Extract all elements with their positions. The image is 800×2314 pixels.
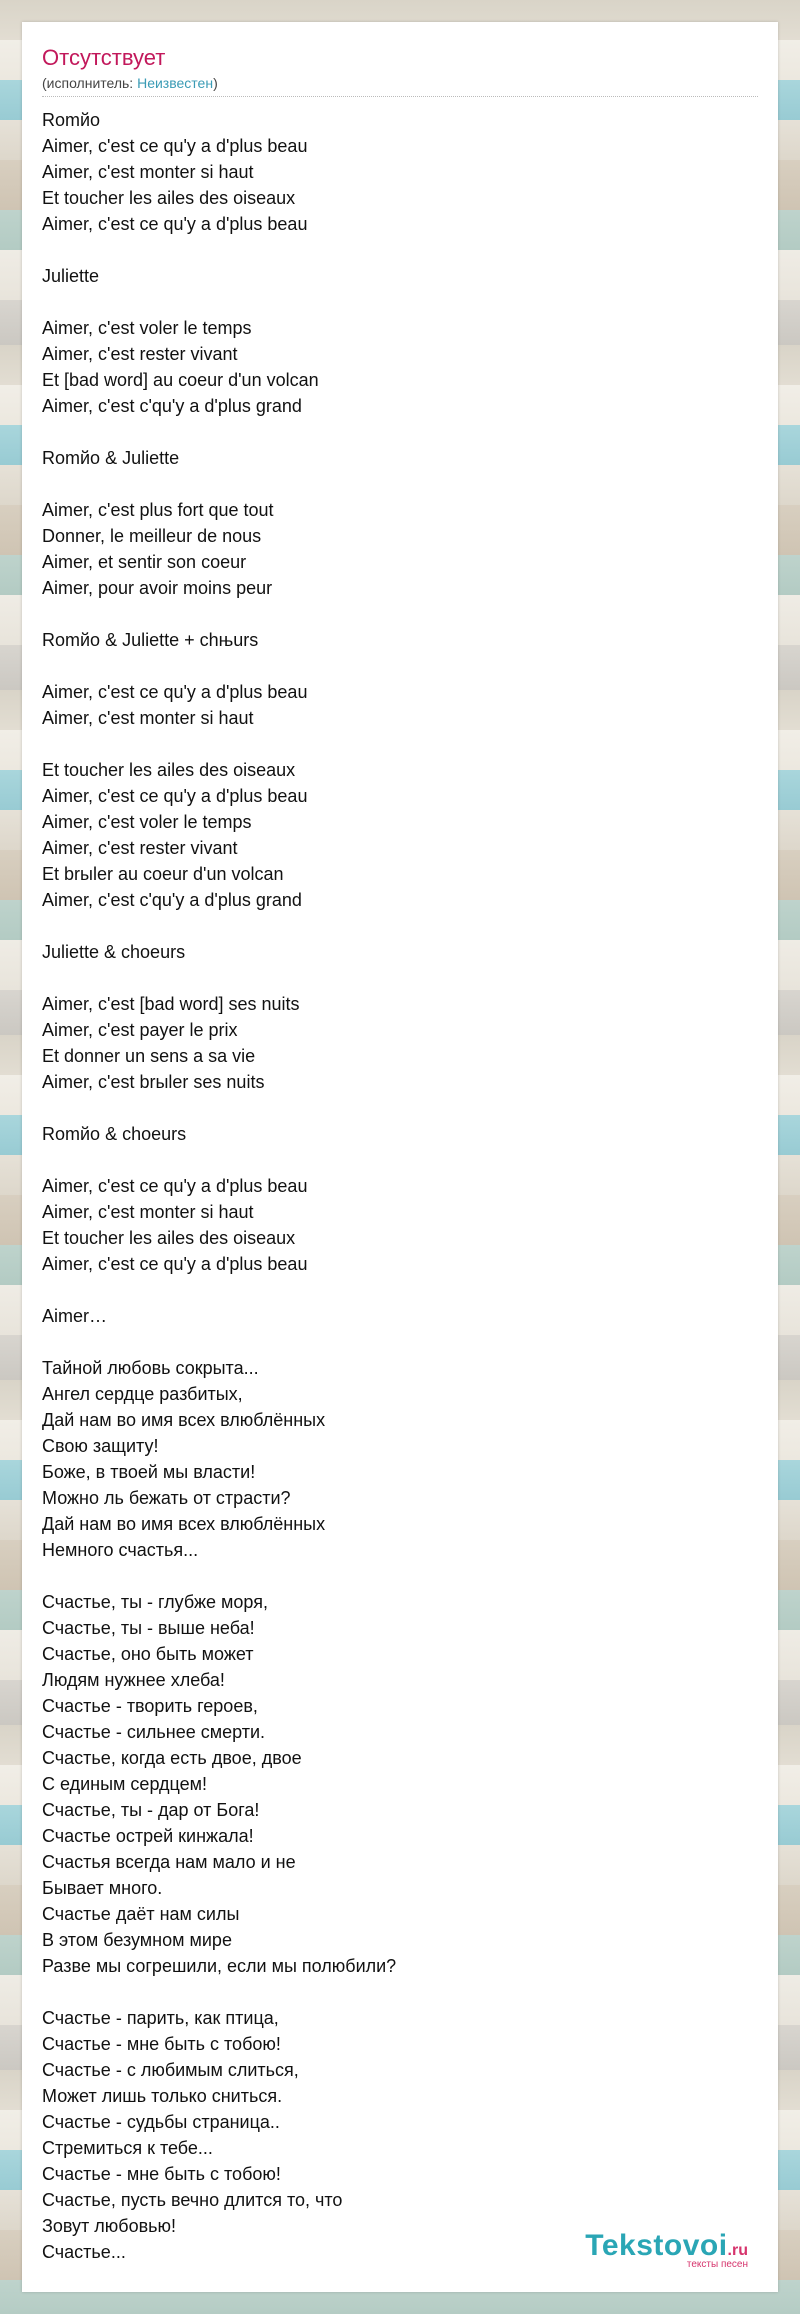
lyrics-line: Juliette (42, 266, 100, 286)
artist-suffix: ) (213, 75, 218, 91)
lyrics-line: Счастье - сильнее смерти. (42, 1722, 266, 1742)
lyrics-line: Немного счастья... (42, 1540, 199, 1560)
lyrics-line: Свою защиту! (42, 1436, 159, 1456)
lyrics-line: Aimer, c'est ce qu'y a d'plus beau (42, 1176, 308, 1196)
lyrics-blank-line (42, 731, 758, 757)
lyrics-line: Aimer, c'est plus fort que tout (42, 500, 274, 520)
lyrics-line: Счастье, оно быть может (42, 1644, 254, 1664)
lyrics-line: Дай нам во имя всех влюблённых (42, 1514, 326, 1534)
lyrics-blank-line (42, 237, 758, 263)
lyrics-line: Aimer, c'est voler le temps (42, 318, 252, 338)
lyrics-line: Et toucher les ailes des oiseaux (42, 760, 296, 780)
lyrics-line: Aimer, c'est ce qu'y a d'plus beau (42, 1254, 308, 1274)
lyrics-line: Aimer, c'est [bad word] ses nuits (42, 994, 300, 1014)
lyrics-line: Счастье, ты - глубже моря, (42, 1592, 268, 1612)
lyrics-line: Romйo & choeurs (42, 1124, 187, 1144)
site-logo[interactable] (585, 2229, 748, 2270)
lyrics-line: Счастье - с любимым слиться, (42, 2060, 299, 2080)
lyrics-blank-line (42, 289, 758, 315)
lyrics-line: Aimer, c'est ce qu'y a d'plus beau (42, 136, 308, 156)
lyrics-line: Счастье, когда есть двое, двое (42, 1748, 302, 1768)
lyrics-line: Ангел сердце разбитых, (42, 1384, 243, 1404)
lyrics-line: Счастье - судьбы страница.. (42, 2112, 280, 2132)
lyrics-line: Aimer… (42, 1306, 108, 1326)
lyrics-line: Aimer, c'est brыler ses nuits (42, 1072, 265, 1092)
logo-tagline: тексты песен (686, 2259, 748, 2270)
lyrics-blank-line (42, 601, 758, 627)
lyrics-line: Дай нам во имя всех влюблённых (42, 1410, 326, 1430)
lyrics-line: Счастье - парить, как птица, (42, 2008, 279, 2028)
lyrics-line: Aimer, pour avoir moins peur (42, 578, 273, 598)
lyrics-line: Aimer, c'est monter si haut (42, 1202, 254, 1222)
lyrics-line: Et [bad word] au coeur d'un volcan (42, 370, 319, 390)
lyrics-line: Можно ль бежать от страсти? (42, 1488, 291, 1508)
lyrics-blank-line (42, 965, 758, 991)
lyrics-line: Aimer, c'est rester vivant (42, 838, 238, 858)
lyrics-line: Aimer, c'est ce qu'y a d'plus beau (42, 682, 308, 702)
song-title: Отсутствует (42, 45, 166, 70)
lyrics-line: Aimer, c'est ce qu'y a d'plus beau (42, 214, 308, 234)
artist-line (42, 74, 758, 97)
lyrics-line: С единым сердцем! (42, 1774, 208, 1794)
lyrics-blank-line (42, 1277, 758, 1303)
lyrics-line: Счастье, пусть вечно длится то, что (42, 2190, 343, 2210)
lyrics-line: Aimer, c'est c'qu'y a d'plus grand (42, 890, 302, 910)
lyrics-blank-line (42, 471, 758, 497)
lyrics-blank-line (42, 653, 758, 679)
lyrics-line: Et brыler au coeur d'un volcan (42, 864, 284, 884)
lyrics-card (22, 22, 778, 2292)
lyrics-blank-line (42, 1563, 758, 1589)
lyrics-body (42, 107, 758, 2265)
lyrics-line: Может лишь только сниться. (42, 2086, 283, 2106)
lyrics-blank-line (42, 913, 758, 939)
lyrics-line: Aimer, et sentir son coeur (42, 552, 247, 572)
lyrics-line: Счастье острей кинжала! (42, 1826, 254, 1846)
lyrics-line: Стремиться к тебе... (42, 2138, 213, 2158)
lyrics-line: Счастье, ты - дар от Бога! (42, 1800, 260, 1820)
lyrics-line: Боже, в твоей мы власти! (42, 1462, 256, 1482)
lyrics-line: Счастье... (42, 2242, 126, 2262)
lyrics-line: Счастье - мне быть с тобою! (42, 2034, 281, 2054)
lyrics-line: Счастье, ты - выше неба! (42, 1618, 255, 1638)
lyrics-line: Счастье - творить героев, (42, 1696, 258, 1716)
lyrics-line: Aimer, c'est monter si haut (42, 162, 254, 182)
lyrics-line: Aimer, c'est payer le prix (42, 1020, 238, 1040)
artist-prefix: (исполнитель: (42, 75, 138, 91)
lyrics-line: Счастья всегда нам мало и не (42, 1852, 296, 1872)
lyrics-line: Зовут любовью! (42, 2216, 177, 2236)
lyrics-blank-line (42, 1095, 758, 1121)
lyrics-line: В этом безумном мире (42, 1930, 232, 1950)
logo-word: Tekstovoi (585, 2229, 728, 2262)
lyrics-blank-line (42, 1979, 758, 2005)
lyrics-line: Aimer, c'est voler le temps (42, 812, 252, 832)
lyrics-line: Et donner un sens a sa vie (42, 1046, 256, 1066)
artist-link[interactable]: Неизвестен (137, 75, 214, 91)
lyrics-line: Romйo (42, 110, 101, 130)
lyrics-line: Счастье даёт нам силы (42, 1904, 240, 1924)
lyrics-blank-line (42, 1329, 758, 1355)
lyrics-blank-line (42, 419, 758, 445)
lyrics-line: Счастье - мне быть с тобою! (42, 2164, 281, 2184)
lyrics-line: Romйo & Juliette + chњurs (42, 630, 259, 650)
lyrics-line: Aimer, c'est rester vivant (42, 344, 238, 364)
lyrics-line: Et toucher les ailes des oiseaux (42, 1228, 296, 1248)
lyrics-line: Разве мы согрешили, если мы полюбили? (42, 1956, 397, 1976)
lyrics-line: Donner, le meilleur de nous (42, 526, 262, 546)
lyrics-line: Juliette & choeurs (42, 942, 186, 962)
lyrics-line: Aimer, c'est monter si haut (42, 708, 254, 728)
logo-tld: .ru (727, 2242, 748, 2259)
lyrics-line: Тайной любовь сокрыта... (42, 1358, 259, 1378)
lyrics-line: Aimer, c'est c'qu'y a d'plus grand (42, 396, 302, 416)
lyrics-line: Людям нужнее хлеба! (42, 1670, 225, 1690)
lyrics-line: Romйo & Juliette (42, 448, 180, 468)
lyrics-blank-line (42, 1147, 758, 1173)
lyrics-line: Et toucher les ailes des oiseaux (42, 188, 296, 208)
lyrics-line: Aimer, c'est ce qu'y a d'plus beau (42, 786, 308, 806)
lyrics-line: Бывает много. (42, 1878, 163, 1898)
